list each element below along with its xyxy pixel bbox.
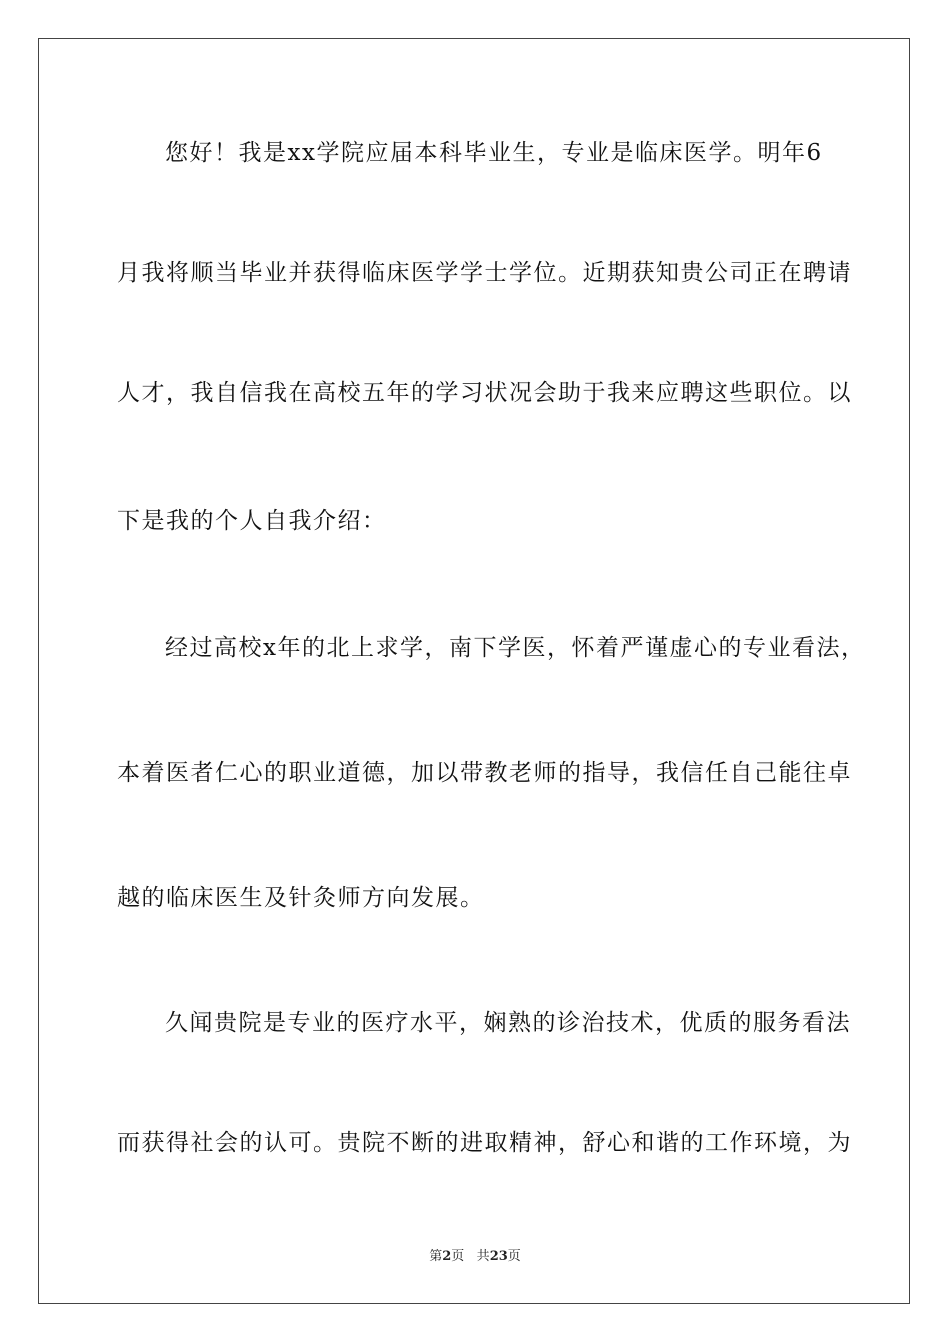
paragraph-2-line-3: 越的临床医生及针灸师方向发展。 [117, 885, 485, 911]
footer-total-pages: 23 [489, 1249, 508, 1264]
paragraph-2-line-1: 经过高校x年的北上求学，南下学医，怀着严谨虚心的专业看法， [165, 635, 866, 661]
page-border [38, 38, 910, 1304]
paragraph-1-line-1: 您好！我是xx学院应届本科毕业生，专业是临床医学。明年6 [165, 140, 823, 166]
paragraph-1-line-2: 月我将顺当毕业并获得临床医学学士学位。近期获知贵公司正在聘请 [117, 260, 852, 286]
paragraph-3-line-2: 而获得社会的认可。贵院不断的进取精神，舒心和谐的工作环境，为 [117, 1130, 852, 1156]
footer-total-suffix: 页 [507, 1249, 521, 1264]
paragraph-1-line-3: 人才，我自信我在高校五年的学习状况会助于我来应聘这些职位。以 [117, 380, 852, 406]
footer-page-number: 2 [442, 1249, 452, 1264]
footer-page-prefix: 第 [429, 1249, 443, 1264]
footer-total-prefix: 共 [476, 1249, 490, 1264]
paragraph-1-line-4: 下是我的个人自我介绍： [117, 508, 387, 534]
paragraph-3-line-1: 久闻贵院是专业的医疗水平，娴熟的诊治技术，优质的服务看法 [165, 1010, 851, 1036]
page-footer [0, 1248, 950, 1266]
paragraph-2-line-2: 本着医者仁心的职业道德，加以带教老师的指导，我信任自己能往卓 [117, 760, 852, 786]
footer-page-suffix: 页 [451, 1249, 465, 1264]
